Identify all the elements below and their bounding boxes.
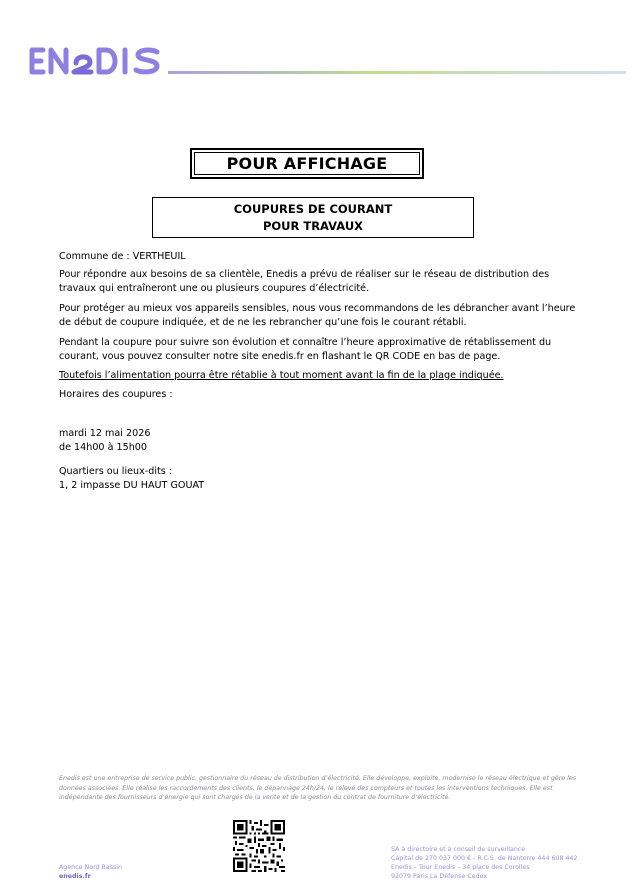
company-line-4: 92079 Paris La Défense Cedex: [391, 873, 488, 880]
qr-code[interactable]: [233, 820, 285, 872]
paragraph-follow-up: Pendant la coupure pour suivre son évolution et connaître l’heure approximative de rétablissement du courant, vous pouvez consulter notre site enedis.fr en flashant le QR CODE en bas de page.: [59, 337, 552, 362]
places-label: Quartiers ou lieux-dits :: [59, 466, 173, 477]
website-link[interactable]: enedis.fr: [59, 873, 91, 880]
restoration-notice: Toutefois l’alimentation pourra être rétablie à tout moment avant la fin de la plage indiquée.: [59, 370, 504, 381]
commune-line: Commune de : VERTHEUIL: [59, 251, 186, 262]
subtitle-line-2: POUR TRAVAUX: [262, 218, 364, 233]
footer-disclaimer: Enedis est une entreprise de service public, gestionnaire du réseau de distribution d’électricité. Elle développe, exploite, modernise le réseau électrique et gère les données associées. Elle réalise les raccordements des clients, le dépannage 24h/24, le relevé des compteurs et toutes les interventions techniques. Elle est indépendante des fournisseurs d’énergie qui sont chargés de la vente et de la gestion du contrat de fourniture d’électricité.: [59, 775, 577, 801]
company-line-2: Capital de 270 037 000 € - R.C.S. de Nanterre 444 608 442: [391, 855, 578, 862]
page-title: POUR AFFICHAGE: [226, 154, 388, 173]
places-value: 1, 2 impasse DU HAUT GOUAT: [59, 480, 205, 491]
paragraph-intro: Pour répondre aux besoins de sa clientèle, Enedis a prévu de réaliser sur le réseau de distribution des travaux qui entraîneront une ou plusieurs coupures d’électricité.: [59, 269, 550, 294]
outage-date: mardi 12 mai 2026: [59, 428, 151, 439]
schedule-label: Horaires des coupures :: [59, 389, 173, 400]
agency-block: [59, 863, 122, 881]
enedis-logo: [29, 43, 164, 77]
company-line-1: SA à directoire et à conseil de surveillance: [391, 846, 526, 853]
header-rule: [168, 71, 626, 74]
company-line-3: Enedis – Tour Enedis – 34 place des Corolles: [391, 864, 530, 871]
title-box: [190, 148, 424, 179]
subtitle-line-1: COUPURES DE COURANT: [233, 201, 393, 216]
company-info: [391, 845, 578, 881]
outage-time: de 14h00 à 15h00: [59, 442, 148, 453]
subtitle-box: [152, 197, 474, 238]
agency-name: Agence Nord Bassin: [59, 864, 123, 871]
paragraph-protection: Pour protéger au mieux vos appareils sensibles, nous vous recommandons de les débrancher avant l’heure de début de coupure indiquée, et de ne les rebrancher qu’une fois le courant rétabli.: [59, 303, 576, 328]
